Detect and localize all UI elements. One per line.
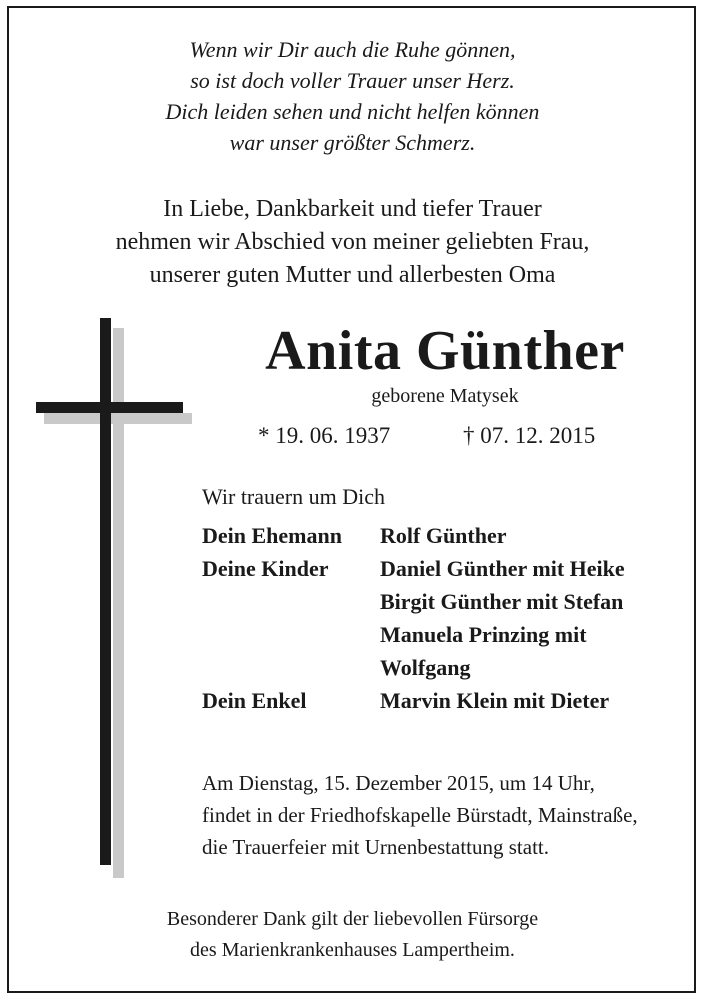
intro-line: In Liebe, Dankbarkeit und tiefer Trauer	[163, 196, 542, 222]
family-member: Marvin Klein mit Dieter	[380, 688, 610, 713]
birth-date: * 19. 06. 1937	[258, 423, 391, 448]
cross-icon	[36, 318, 192, 878]
family-member: Daniel Günther mit Heike	[380, 556, 625, 581]
ceremony-info	[202, 767, 638, 863]
poem-line: Dich leiden sehen und nicht helfen können	[165, 99, 540, 124]
family-relation: Deine Kinder	[202, 556, 329, 581]
cross-beam-vertical	[100, 318, 111, 865]
family-row	[202, 519, 682, 552]
poem-line: Wenn wir Dir auch die Ruhe gönnen,	[189, 37, 516, 62]
family-row	[202, 552, 682, 684]
intro-text	[0, 193, 705, 292]
family-row	[202, 684, 682, 717]
ceremony-line: Am Dienstag, 15. Dezember 2015, um 14 Uhr,	[202, 771, 595, 795]
ceremony-line: die Trauerfeier mit Urnenbestattung statt.	[202, 835, 550, 859]
thanks-note	[0, 904, 705, 966]
thanks-line: Besonderer Dank gilt der liebevollen Fürsorge	[166, 908, 539, 930]
family-names	[380, 552, 682, 684]
family-names	[380, 519, 682, 552]
ceremony-line: findet in der Friedhofskapelle Bürstadt, Mainstraße,	[202, 803, 638, 827]
poem	[0, 34, 705, 158]
death-date: † 07. 12. 2015	[463, 423, 596, 448]
mourn-line: Wir trauern um Dich	[202, 484, 385, 509]
poem-line: war unser größter Schmerz.	[229, 130, 476, 155]
family-relation: Dein Enkel	[202, 688, 307, 713]
family-list	[202, 519, 682, 717]
intro-line: unserer guten Mutter und allerbesten Oma	[149, 262, 556, 288]
thanks-line: des Marienkrankenhauses Lampertheim.	[190, 939, 515, 961]
maiden-name: geborene Matysek	[371, 385, 519, 407]
family-member: Rolf Günther	[380, 523, 507, 548]
family-names	[380, 684, 682, 717]
family-relation: Dein Ehemann	[202, 523, 342, 548]
cross-beam-horizontal	[36, 402, 183, 413]
family-member: Wolfgang	[380, 655, 471, 680]
poem-line: so ist doch voller Trauer unser Herz.	[190, 68, 515, 93]
family-member: Manuela Prinzing mit	[380, 622, 587, 647]
family-member: Birgit Günther mit Stefan	[380, 589, 624, 614]
intro-line: nehmen wir Abschied von meiner geliebten Frau,	[115, 229, 590, 255]
deceased-name: Anita Günther	[265, 320, 625, 382]
cross-shadow-horizontal	[44, 413, 192, 424]
